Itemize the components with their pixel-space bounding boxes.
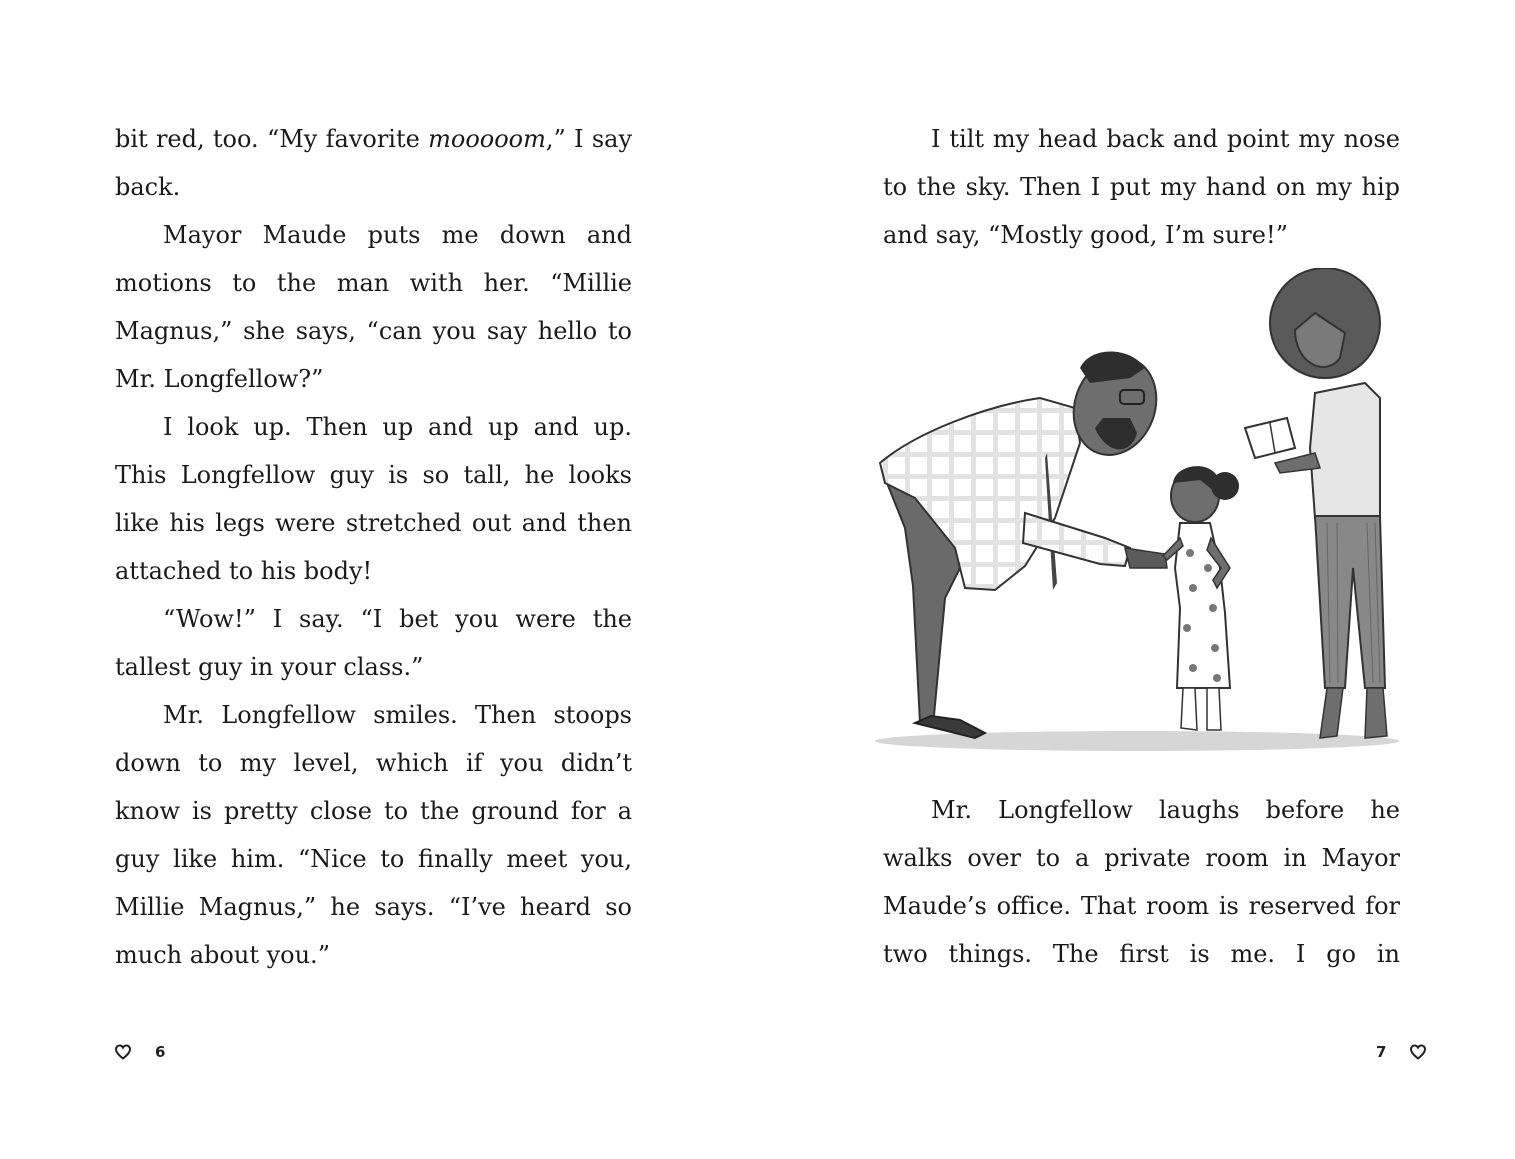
paragraph: bit red, too. “My favorite mooooom,” I say back. [115,125,632,201]
illustration [875,268,1405,758]
paragraph: Mr. Longfellow smiles. Then stoops down to my level, which if you didn’t know is pretty close to the ground for a guy like him. “Nice to finally meet you, Millie Magnus,” he says. “I’ve heard so much about you.” [115,701,632,969]
heart-icon [115,1044,131,1060]
paragraph: I look up. Then up and up and up. This Longfellow guy is so tall, he looks like his legs were stretched out and then attached to his body! [115,413,632,585]
page-footer [115,1038,189,1066]
girl-figure [1163,466,1239,730]
right-page [757,0,1515,1159]
paragraph: Mr. Longfellow laughs before he walks over to a private room in Mayor Maude’s office. That room is reserved for two things. The first is me. I go in [883,796,1400,968]
left-page [0,0,757,1159]
right-page-text-bottom [883,786,1400,978]
paragraph: “Wow!” I say. “I bet you were the tallest guy in your class.” [115,605,632,681]
woman-figure [1245,268,1387,738]
paragraph: Mayor Maude puts me down and motions to the man with her. “Millie Magnus,” she says, “can you say hello to Mr. Longfellow?” [115,221,632,393]
right-page-text-top [883,115,1400,259]
paragraph: I tilt my head back and point my nose to the sky. Then I put my hand on my hip and say, “Mostly good, I’m sure!” [883,125,1400,249]
heart-icon [1410,1044,1426,1060]
page-number: 7 [1376,1043,1387,1061]
page-footer [1352,1038,1426,1066]
page-number: 6 [155,1043,166,1061]
left-page-text [115,115,632,979]
man-figure [880,345,1170,738]
